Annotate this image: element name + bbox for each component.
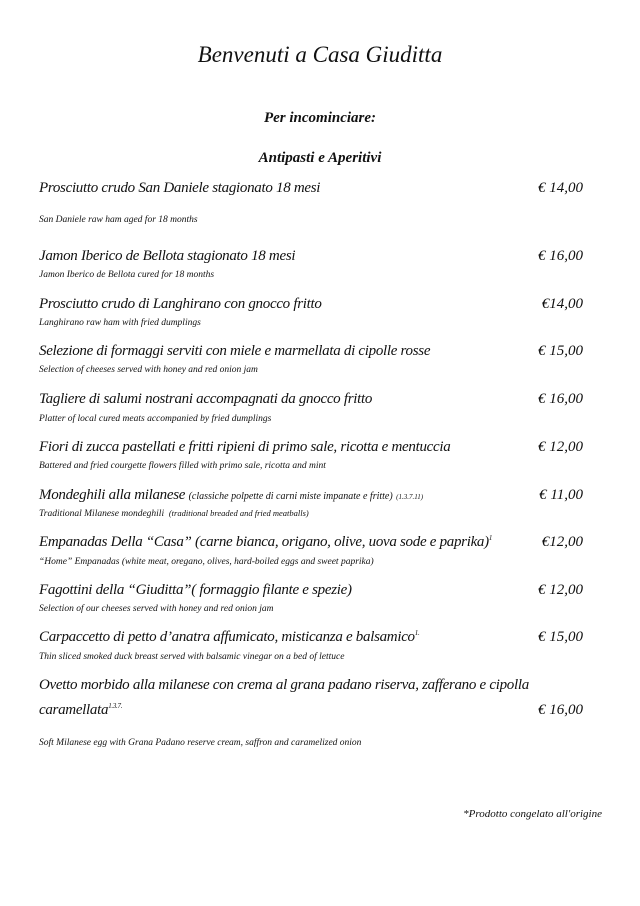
item-name: Jamon Iberico de Bellota stagionato 18 mesi [39,248,296,264]
item-price: € 12,00 [538,582,583,598]
item-name: Fagottini della “Giuditta”( formaggio filante e spezie) [39,582,352,598]
item-desc: Traditional Milanese mondeghili [39,509,165,519]
item-name: Prosciutto crudo San Daniele stagionato 18 mesi [39,180,321,196]
item-name-extra: (classiche polpette di carni miste impanate e fritte) [188,491,393,502]
item-price: € 16,00 [538,391,583,407]
item-desc-extra: (traditional breaded and fried meatballs) [168,508,309,518]
item-desc: Platter of local cured meats accompanied by fried dumplings [39,414,272,424]
item-price: € 15,00 [538,629,583,645]
item-allergens: (1.3.7.11) [396,493,424,501]
item-name: Mondeghili alla milanese [39,487,186,503]
item-price: €14,00 [541,296,583,312]
item-name-cont: caramellata [39,702,109,718]
item-name: Empanadas Della “Casa” (carne bianca, origano, olive, uova sode e paprika) [39,534,489,550]
item-name-line2 [39,702,122,719]
section-title: Antipasti e Aperitivi [258,150,382,166]
item-name-line [39,629,419,646]
item-price: € 12,00 [538,439,583,455]
item-name-line [39,487,423,504]
item-desc: “Home” Empanadas (white meat, oregano, olives, hard-boiled eggs and sweet paprika) [39,557,374,567]
item-price: € 14,00 [538,180,583,196]
item-name: Selezione di formaggi serviti con miele e marmellata di cipolle rosse [39,343,431,359]
item-price: € 16,00 [538,248,583,264]
footnote: *Prodotto congelato all'origine [463,808,602,820]
item-allergens: 1.3.7. [108,702,123,710]
section-intro: Per incominciare: [263,110,377,126]
item-name: Fiori di zucca pastellati e fritti ripieni di primo sale, ricotta e mentuccia [39,439,451,455]
item-price: €12,00 [541,534,583,550]
item-price: € 15,00 [538,343,583,359]
item-desc: Langhirano raw ham with fried dumplings [39,318,201,328]
item-name-line [39,534,492,551]
item-desc: Thin sliced smoked duck breast served with balsamic vinegar on a bed of lettuce [39,652,345,662]
item-name: Carpaccetto di petto d’anatra affumicato, misticanza e balsamico [39,629,415,645]
item-desc: Selection of cheeses served with honey and red onion jam [39,365,258,375]
item-allergens: 1 [488,534,493,542]
item-desc: Selection of our cheeses served with honey and red onion jam [39,604,274,614]
item-desc: Jamon Iberico de Bellota cured for 18 months [39,270,215,280]
item-name: Tagliere di salumi nostrani accompagnati da gnocco fritto [39,391,373,407]
item-desc: San Daniele raw ham aged for 18 months [39,215,198,225]
item-desc: Battered and fried courgette flowers filled with primo sale, ricotta and mint [39,461,326,471]
item-desc: Soft Milanese egg with Grana Padano reserve cream, saffron and caramelized onion [39,738,362,748]
item-allergens: 1. [414,629,420,637]
item-price: € 11,00 [539,487,583,503]
item-name: Prosciutto crudo di Langhirano con gnocco fritto [39,296,322,312]
item-desc-line [39,508,309,519]
item-name: Ovetto morbido alla milanese con crema al grana padano riserva, zafferano e cipolla [39,677,529,693]
page-title: Benvenuti a Casa Giuditta [197,42,443,67]
item-price: € 16,00 [538,702,583,718]
